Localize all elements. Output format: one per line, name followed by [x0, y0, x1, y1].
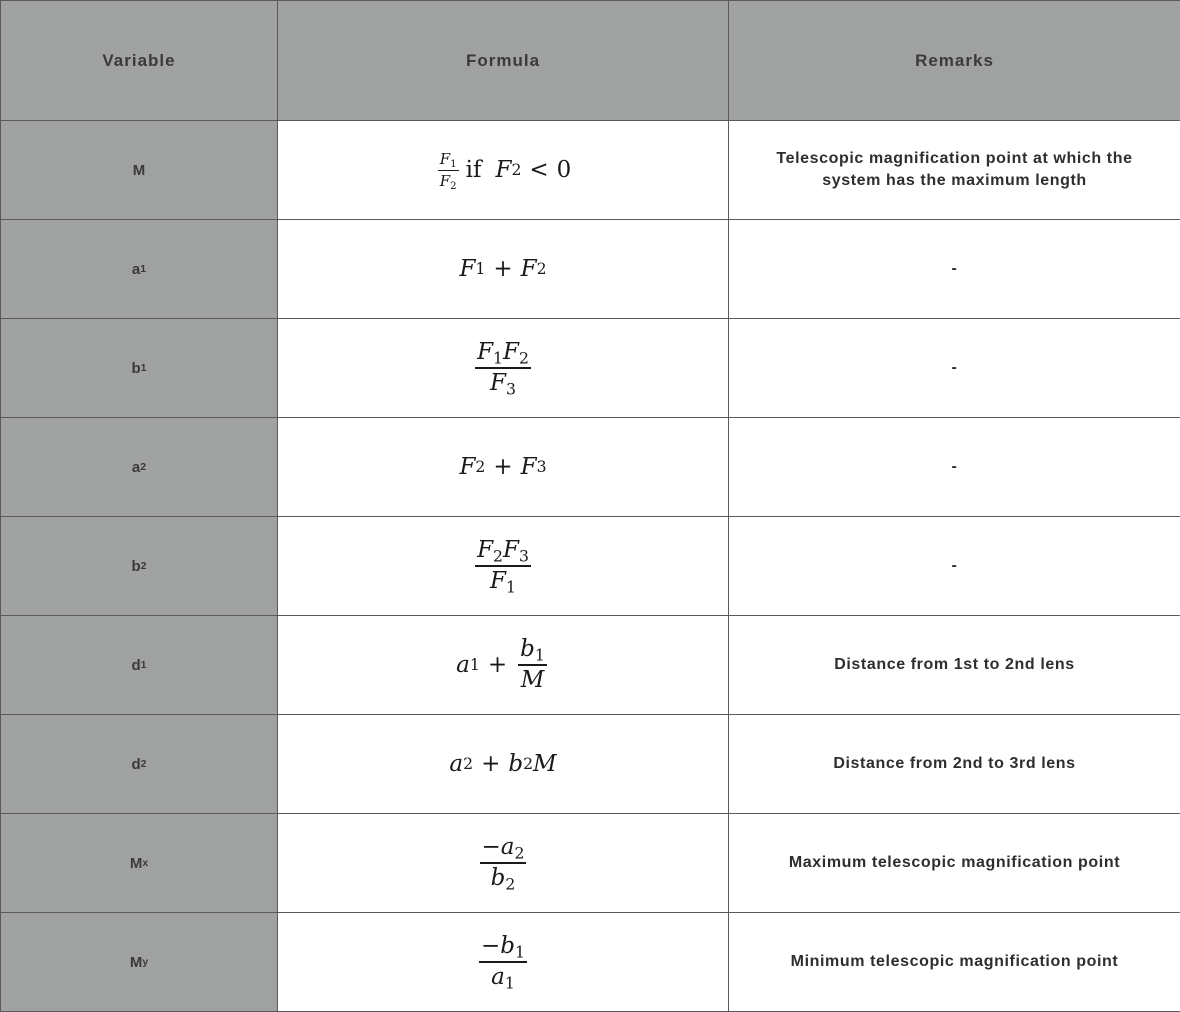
remark-cell: Maximum telescopic magnification point: [729, 814, 1180, 913]
fraction: $\frac{F_1F_2}{F_3}$: [477, 338, 529, 399]
remark-cell: Distance from 2nd to 3rd lens: [729, 715, 1180, 814]
variable-cell: b 2: [1, 517, 278, 616]
formula-cell: [278, 319, 729, 418]
formula-cell: F 1 + F 2: [278, 220, 729, 319]
remark-cell: Distance from 1st to 2nd lens: [729, 616, 1180, 715]
variable-symbol: M: [132, 161, 146, 179]
formula-cell: [278, 517, 729, 616]
variable-symbol: d: [131, 755, 141, 773]
variable-symbol: d: [131, 656, 141, 674]
variable-cell: [1, 121, 278, 220]
formula-cell: F 2 + F 3: [278, 418, 729, 517]
fraction: $\frac{F_2F_3}{F_1}$: [477, 536, 529, 597]
fraction: $\frac{b_1}{M}$: [520, 635, 545, 693]
formula-cell: [278, 913, 729, 1012]
variable-cell: M y: [1, 913, 278, 1012]
remark-cell: Minimum telescopic magnification point: [729, 913, 1180, 1012]
remark-cell: -: [729, 418, 1180, 517]
fraction: $\frac{F_1}{F_2}$: [439, 150, 457, 192]
remark-cell: Telescopic magnification point at which the system has the maximum length: [729, 121, 1180, 220]
variable-cell: d 2: [1, 715, 278, 814]
remark-cell: -: [729, 517, 1180, 616]
variable-symbol: M: [129, 953, 143, 971]
if-keyword: if: [465, 157, 482, 183]
formula-cell: a 1 + $\frac{b_1}{M}$: [278, 616, 729, 715]
variable-symbol: a: [131, 458, 141, 476]
fraction: $\frac{-b_1}{a_1}$: [481, 932, 525, 993]
variable-cell: a 1: [1, 220, 278, 319]
variable-cell: d 1: [1, 616, 278, 715]
variable-symbol: a: [131, 260, 141, 278]
header-remarks: Remarks: [729, 1, 1180, 121]
remark-cell: -: [729, 220, 1180, 319]
remark-cell: -: [729, 319, 1180, 418]
variable-symbol: b: [131, 557, 141, 575]
variable-symbol: b: [131, 359, 141, 377]
variable-symbol: M: [129, 854, 143, 872]
variable-cell: b 1: [1, 319, 278, 418]
header-variable: Variable: [1, 1, 278, 121]
variable-cell: M x: [1, 814, 278, 913]
header-formula: Formula: [278, 1, 729, 121]
fraction: $\frac{-a_2}{b_2}$: [481, 833, 525, 894]
formula-cell: a 2 + b 2 M: [278, 715, 729, 814]
formula-cell: [278, 814, 729, 913]
formula-cell: $\frac{F_1}{F_2}$ if F 2 < 0: [278, 121, 729, 220]
variable-cell: a 2: [1, 418, 278, 517]
